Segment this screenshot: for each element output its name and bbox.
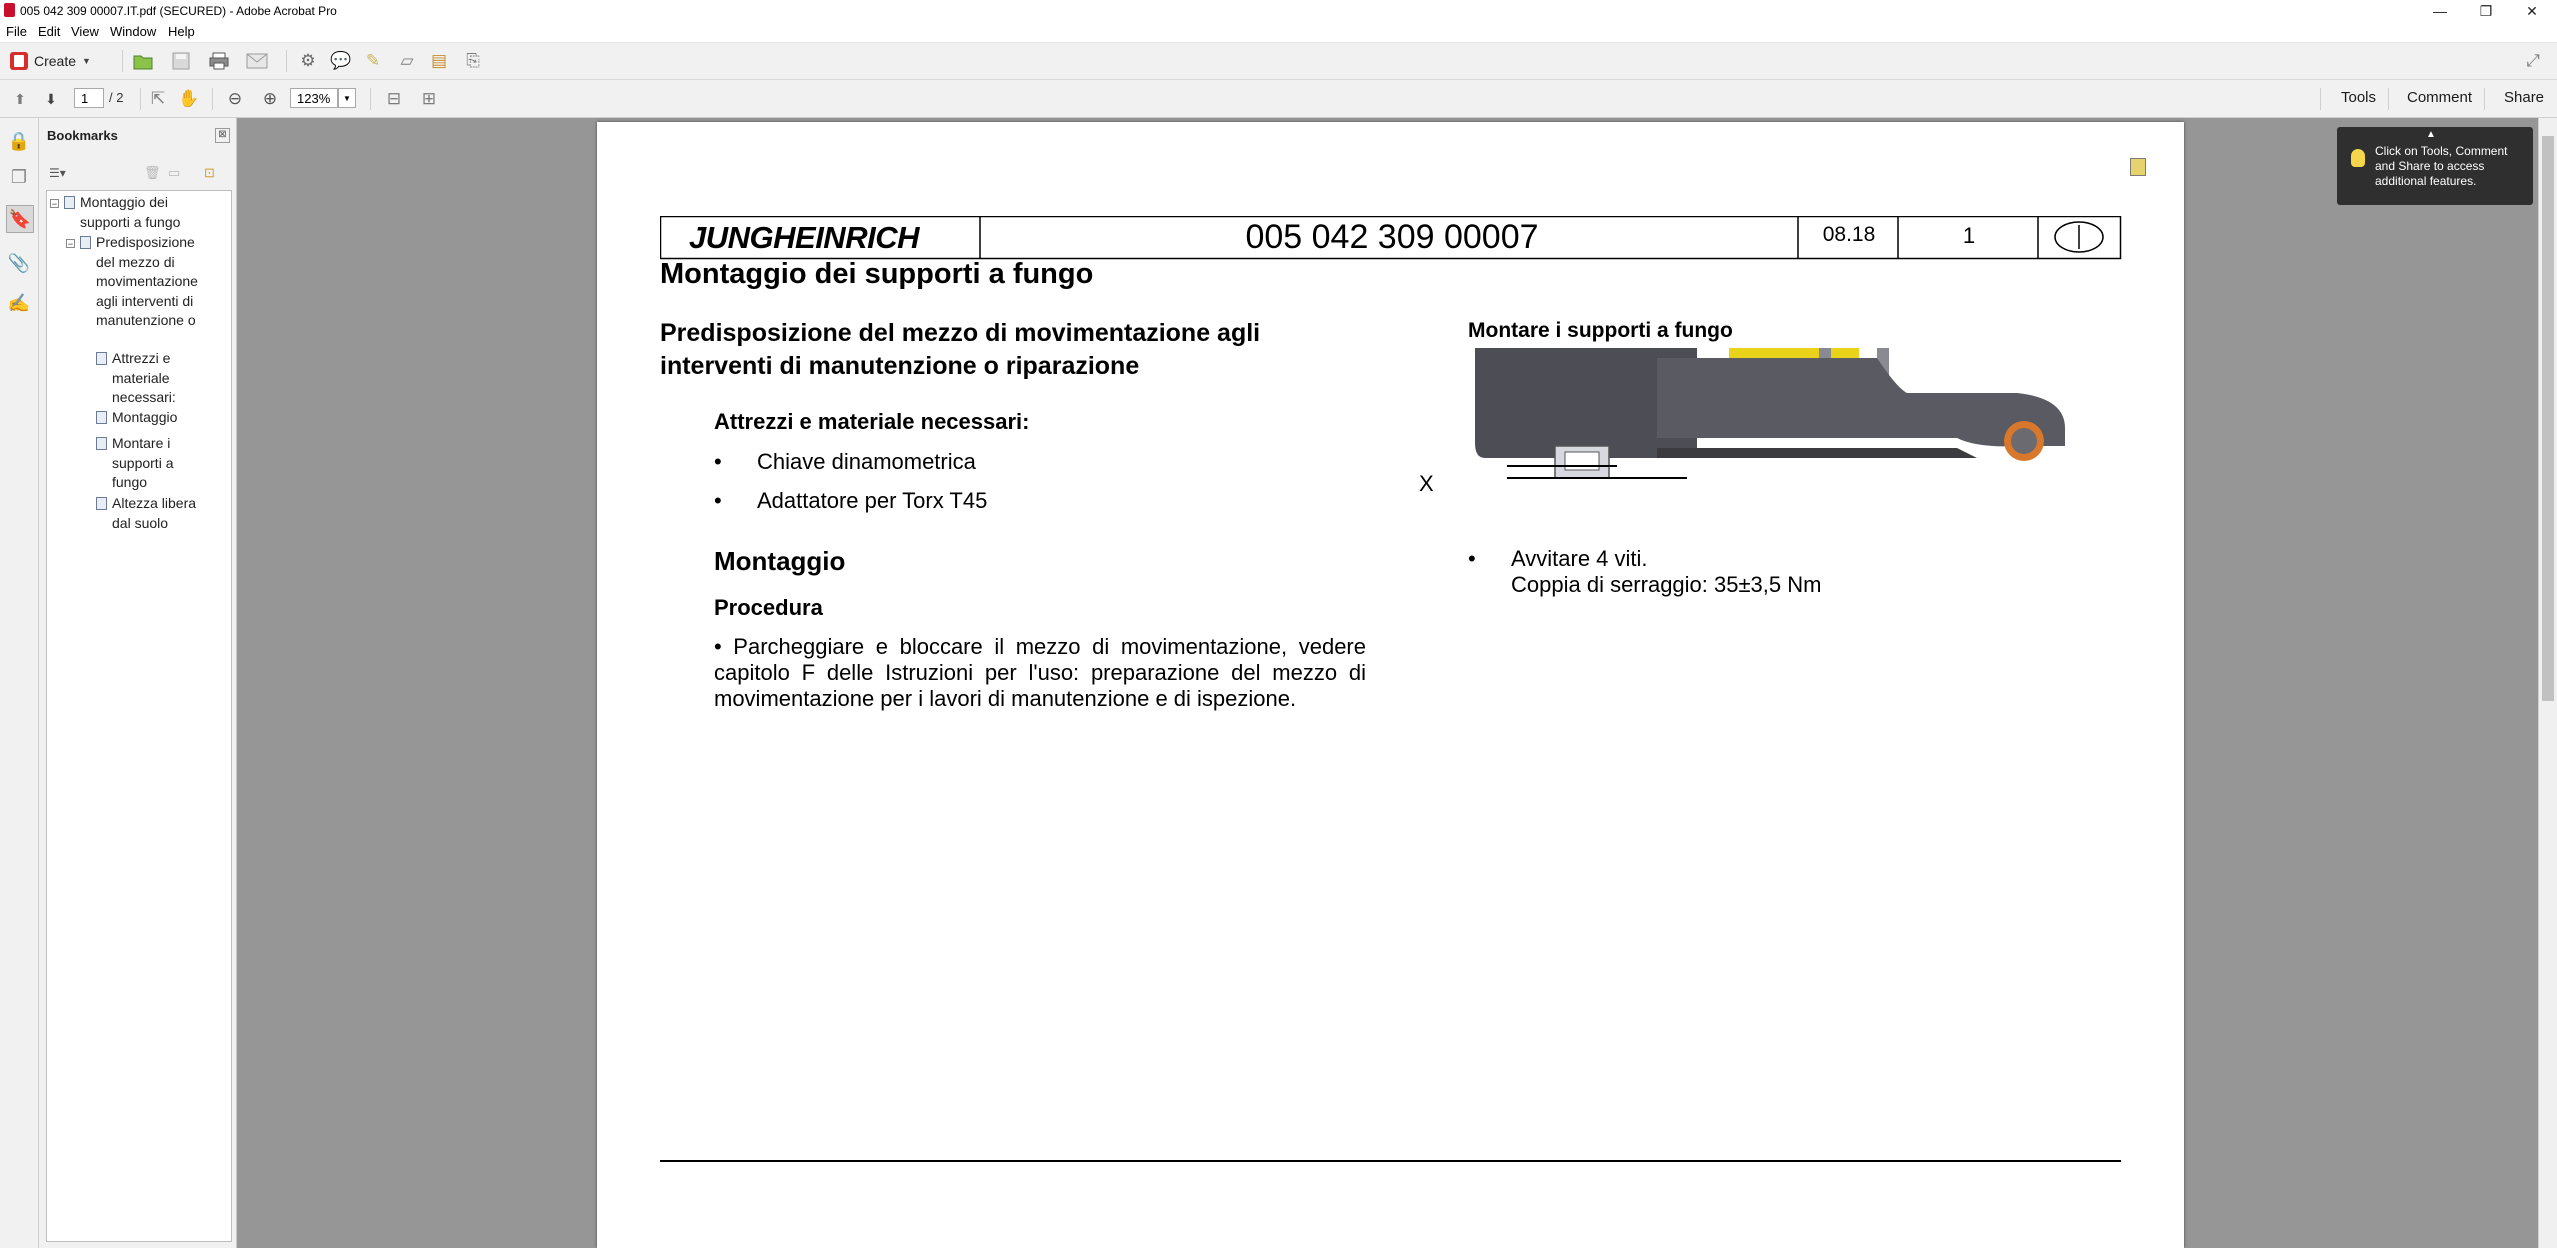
tooltip-caret-icon: ▲	[2426, 129, 2436, 140]
page-thumbnails-icon[interactable]: ❐	[10, 166, 28, 187]
previous-page-icon[interactable]: ⬆	[14, 90, 26, 107]
step-text: Avvitare 4 viti. Coppia di serraggio: 35±3,5 Nm	[1511, 546, 1822, 597]
list-bullet: •	[714, 449, 722, 474]
sticky-note-icon[interactable]: ✎	[365, 51, 381, 70]
hand-tool-icon[interactable]: ✋	[178, 89, 200, 108]
tooltip-text: Click on Tools, Comment and Share to access additional features.	[2375, 144, 2508, 188]
list-bullet: •	[714, 488, 722, 513]
comment-bubble-icon[interactable]: 💬	[330, 51, 352, 70]
bookmark-montaggio-dei-supporti[interactable]: Montaggio dei supporti a fungo	[80, 194, 181, 230]
navigation-toolbar	[0, 80, 2557, 118]
scrollbar-thumb[interactable]	[2542, 136, 2554, 701]
menu-window[interactable]: Window	[110, 24, 157, 39]
list-bullet: •	[1468, 546, 1476, 571]
open-folder-icon[interactable]	[132, 50, 154, 72]
bookmark-icon	[96, 352, 107, 365]
chevron-down-icon: ▼	[82, 56, 91, 66]
print-icon[interactable]	[208, 50, 230, 72]
bookmark-icon	[80, 236, 91, 249]
page-title: Montaggio dei supporti a fungo	[660, 258, 1094, 290]
document-number: 005 042 309 00007	[1245, 218, 1539, 256]
figure-heading: Montare i supporti a fungo	[1468, 319, 1733, 342]
bookmark-montaggio[interactable]: Montaggio	[112, 409, 178, 425]
montaggio-heading: Montaggio	[714, 546, 846, 576]
email-icon[interactable]	[246, 50, 268, 72]
figure-callout-label: X	[1419, 471, 1434, 496]
tools-tooltip	[2337, 127, 2533, 205]
page-total: / 2	[109, 90, 124, 105]
bookmarks-panel	[39, 118, 237, 1248]
share-link[interactable]: Share	[2504, 89, 2545, 106]
options-menu-icon[interactable]: ☰▾	[49, 166, 66, 180]
bookmark-icon	[96, 497, 107, 510]
footer-rule	[660, 1160, 2121, 1162]
lock-icon[interactable]: 🔒	[7, 130, 31, 151]
bookmarks-header: Bookmarks	[47, 128, 118, 143]
next-page-icon[interactable]: ⬇	[45, 90, 57, 107]
create-label: Create	[34, 53, 77, 69]
zoom-dropdown-chevron-icon[interactable]: ▼	[338, 88, 356, 108]
restore-icon[interactable]: ❐	[2479, 3, 2493, 19]
menu-view[interactable]: View	[71, 24, 99, 39]
jungheinrich-logo: JUNGHEINRICH	[689, 220, 919, 255]
procedura-text: • Parcheggiare e bloccare il mezzo di movimentazione, vedere capitolo F delle Istruzioni per l'uso: preparazione del mezzo di movimentazione per i lavori di manutenzione e di ispezione.	[714, 634, 1366, 711]
comment-link[interactable]: Comment	[2407, 89, 2473, 106]
bookmark-attrezzi[interactable]: Attrezzi e materiale necessari:	[112, 350, 176, 405]
zoom-out-icon[interactable]: ⊖	[227, 89, 243, 108]
delete-bookmark-icon: 🗑	[144, 165, 161, 180]
tool-item: Chiave dinamometrica	[757, 449, 976, 474]
bookmarks-icon[interactable]: 🔖	[6, 205, 34, 233]
create-icon	[10, 52, 28, 70]
lightbulb-icon	[2351, 149, 2365, 167]
tool-item: Adattatore per Torx T45	[757, 488, 988, 513]
bookmark-icon	[64, 196, 75, 209]
select-cursor-icon[interactable]: ⇱	[150, 89, 166, 108]
document-page-number: 1	[1962, 223, 1976, 248]
collapse-toggle-icon[interactable]: −	[67, 239, 74, 249]
vertical-scrollbar[interactable]	[2538, 118, 2557, 1248]
fit-page-icon[interactable]: ⊟	[386, 89, 402, 108]
tools-link[interactable]: Tools	[2341, 89, 2377, 106]
bookmarks-tree	[46, 190, 232, 1242]
tools-heading: Attrezzi e materiale necessari:	[714, 409, 1030, 434]
acrobat-app-icon	[4, 3, 15, 17]
create-button[interactable]	[10, 50, 91, 72]
collapse-toggle-icon[interactable]: −	[51, 199, 58, 209]
zoom-in-icon[interactable]: ⊕	[262, 89, 278, 108]
bookmark-altezza-libera[interactable]: Altezza libera dal suolo	[112, 495, 197, 531]
main-toolbar	[0, 43, 2557, 80]
zoom-level-input[interactable]: 123%	[290, 88, 338, 108]
export-icon[interactable]: ▤	[430, 51, 448, 70]
truck-fork-illustration	[1417, 348, 2077, 498]
new-bookmark-icon: ▭	[168, 165, 181, 180]
minimize-icon[interactable]: —	[2433, 3, 2447, 19]
attach-icon[interactable]: ⎘	[466, 51, 480, 70]
close-icon[interactable]: ✕	[2526, 3, 2538, 19]
annotation-icon[interactable]	[2130, 158, 2146, 176]
expand-icon[interactable]: ⤢	[2526, 51, 2540, 70]
close-panel-icon[interactable]: ⊠	[215, 128, 230, 143]
attachment-icon[interactable]: 📎	[7, 252, 31, 273]
save-icon[interactable]	[170, 50, 192, 72]
menu-help[interactable]: Help	[168, 24, 195, 39]
document-date: 08.18	[1822, 223, 1876, 246]
section-title: Predisposizione del mezzo di movimentazione agli interventi di manutenzione o riparazione	[660, 319, 1261, 380]
procedura-heading: Procedura	[714, 595, 823, 620]
menu-bar	[0, 22, 2557, 43]
stamp-icon[interactable]: ▱	[400, 51, 414, 70]
window-title: 005 042 309 00007.IT.pdf (SECURED) - Adobe Acrobat Pro	[20, 4, 337, 18]
bookmark-icon	[96, 437, 107, 450]
title-bar	[0, 0, 2557, 22]
gear-icon[interactable]: ⚙	[300, 51, 316, 70]
pdf-page	[597, 122, 2184, 1248]
bookmark-montare-i-supporti[interactable]: Montare i supporti a fungo	[112, 435, 174, 490]
expand-bookmark-icon[interactable]: ⊡	[204, 165, 215, 180]
bookmark-icon	[96, 411, 107, 424]
page-number-input[interactable]: 1	[74, 88, 104, 108]
navigation-rail	[0, 118, 39, 1248]
signature-icon[interactable]: ✍	[7, 292, 31, 313]
fit-width-icon[interactable]: ⊞	[421, 89, 437, 108]
menu-edit[interactable]: Edit	[38, 24, 61, 39]
bookmark-predisposizione[interactable]: Predisposizione del mezzo di movimentazione agli interventi di manutenzione o	[96, 234, 198, 328]
menu-file[interactable]: File	[6, 24, 27, 39]
